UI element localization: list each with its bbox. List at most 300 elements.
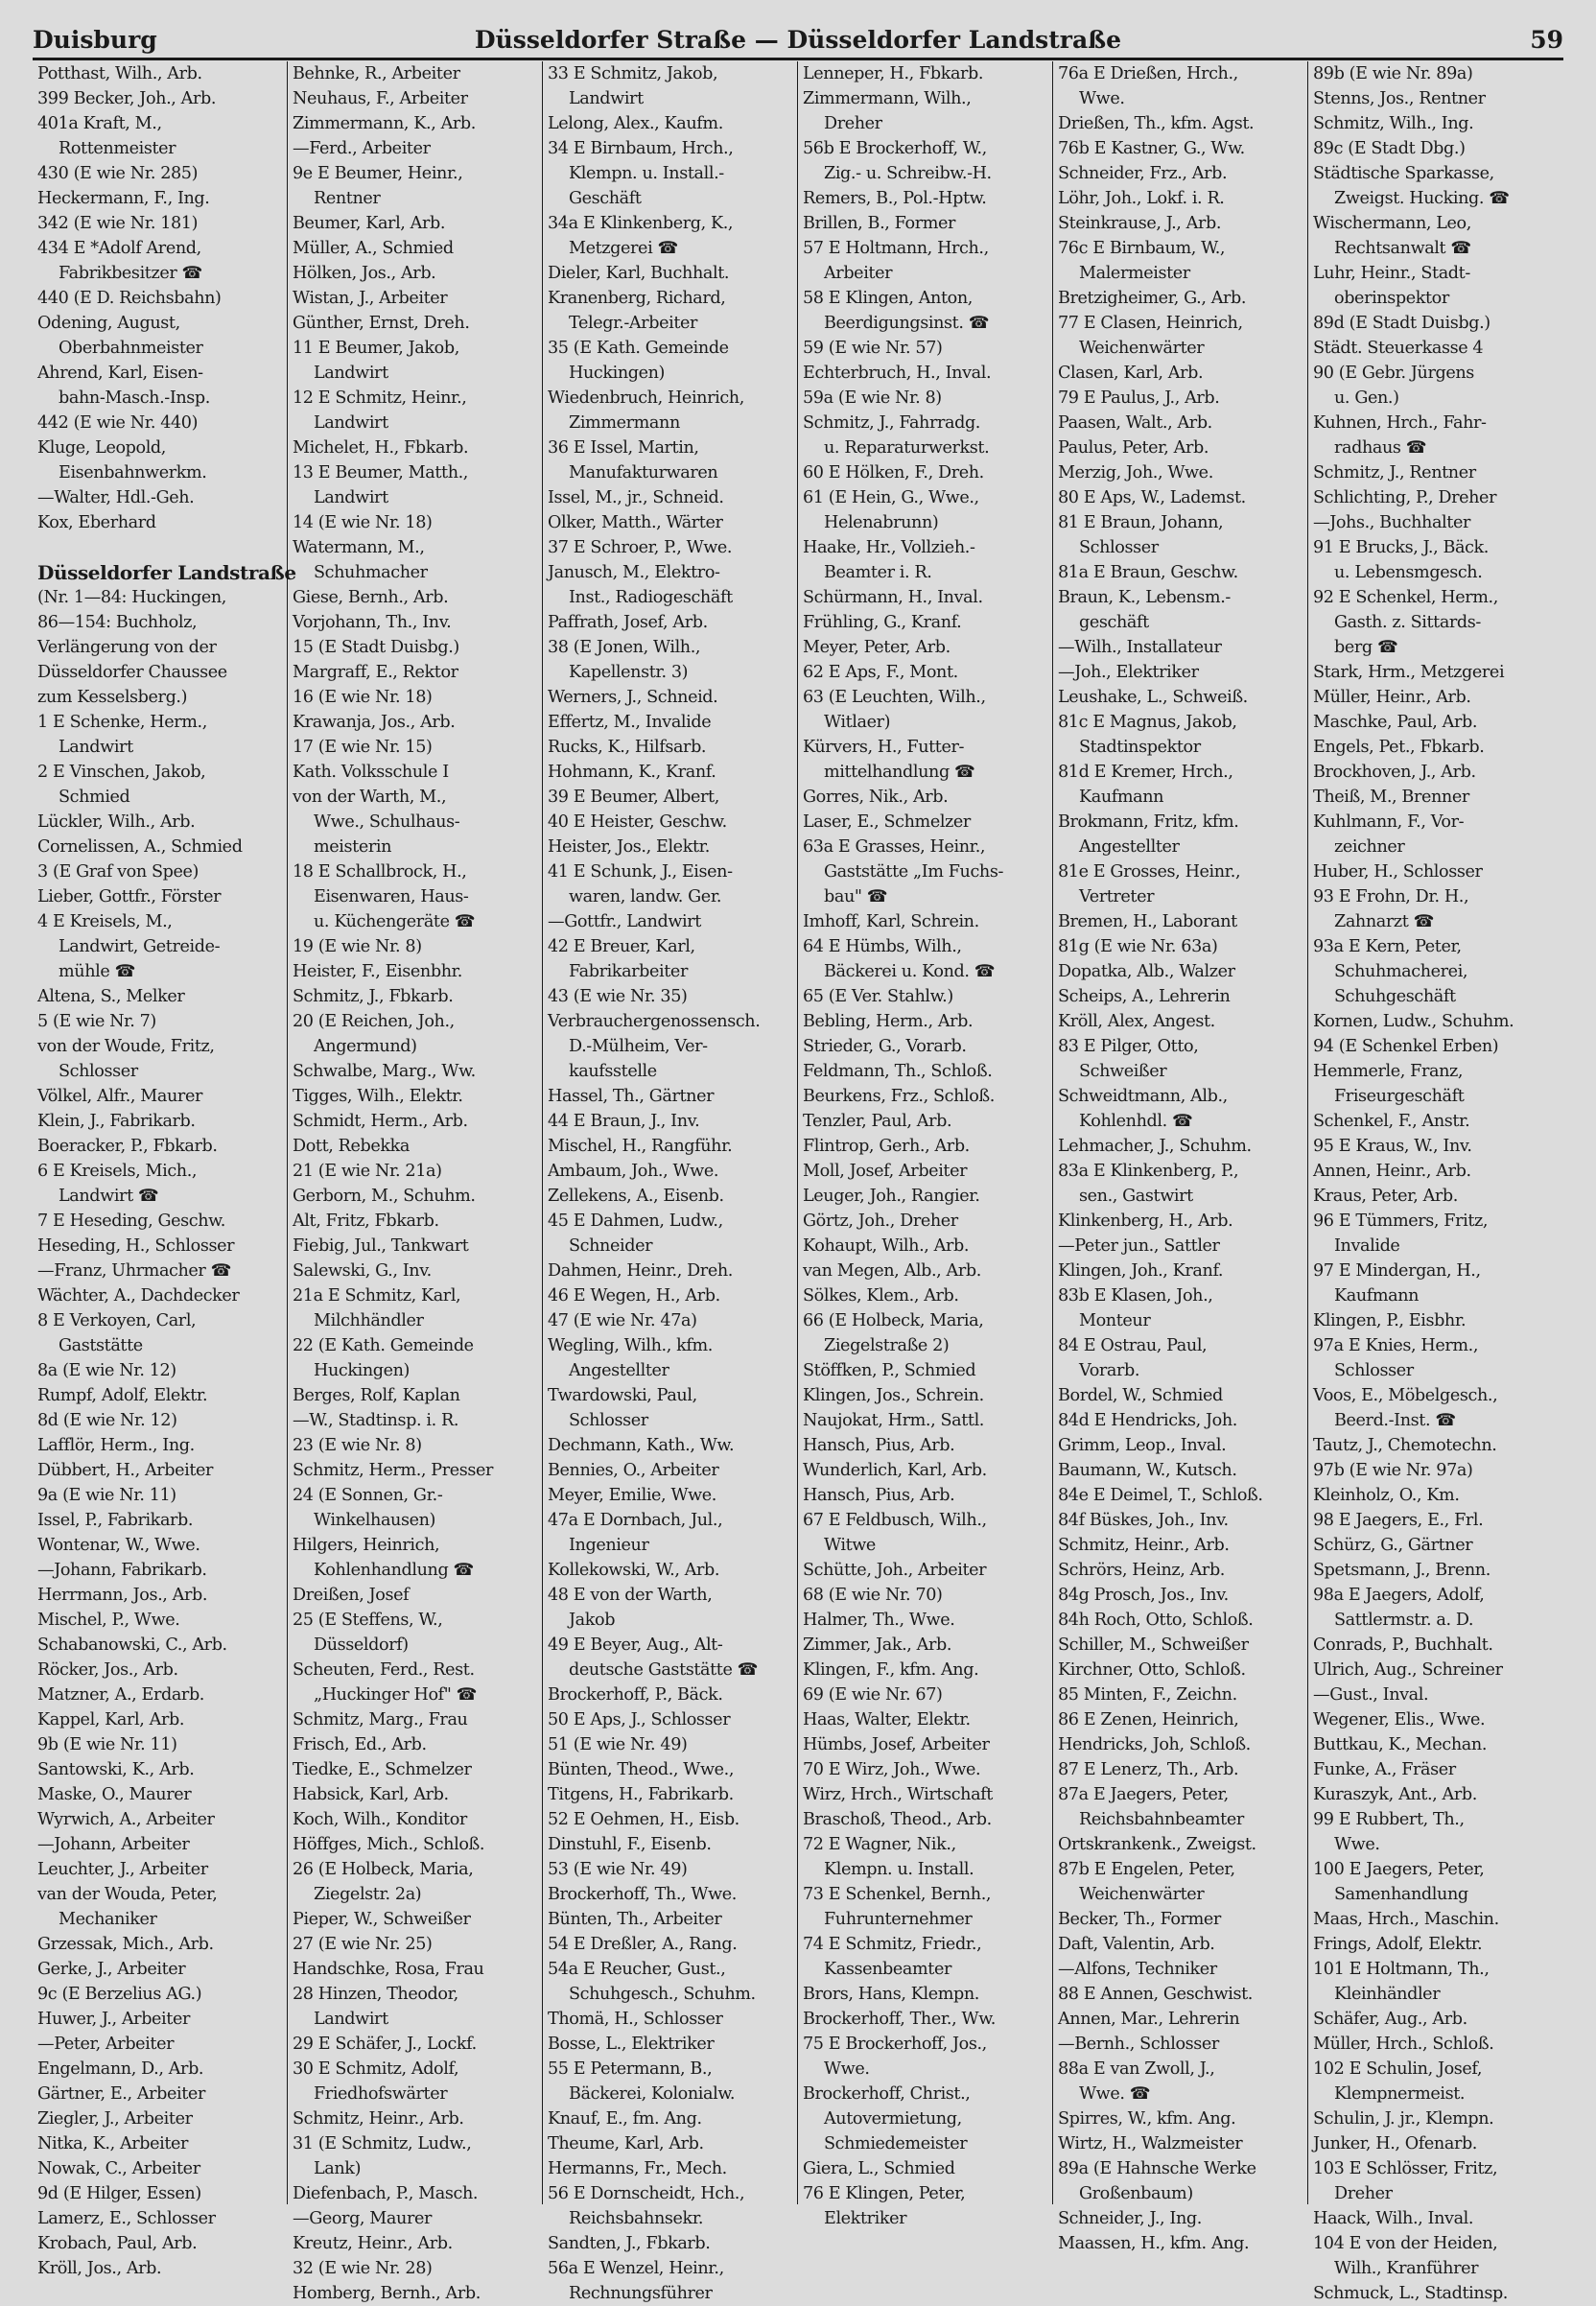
directory-line: Eisenbahnwerkm. xyxy=(59,463,207,482)
directory-line: Eisenwaren, Haus- xyxy=(314,887,469,906)
directory-line: Hilgers, Heinrich, xyxy=(293,1536,440,1555)
directory-line: Schabanowski, C., Arb. xyxy=(37,1635,227,1655)
directory-line: 55 E Petermann, B., xyxy=(548,2059,713,2079)
directory-line: Rechnungsführer xyxy=(569,2284,713,2303)
directory-line: Grimm, Leop., Inval. xyxy=(1058,1436,1227,1455)
directory-line: Manufakturwaren xyxy=(569,463,718,482)
directory-line: Geschäft xyxy=(569,189,642,208)
directory-line: Verbrauchergenossensch. xyxy=(548,1012,761,1031)
directory-line: Lehmacher, J., Schuhm. xyxy=(1058,1137,1252,1156)
directory-line: Röcker, Jos., Arb. xyxy=(37,1660,178,1680)
directory-line: 16 (E wie Nr. 18) xyxy=(293,688,433,707)
directory-line: Malermeister xyxy=(1079,264,1190,283)
directory-line: Klingen, Jos., Schrein. xyxy=(803,1386,984,1405)
directory-line: 91 E Brucks, J., Bäck. xyxy=(1313,538,1490,557)
directory-line: Fuhrunternehmer xyxy=(824,1910,973,1929)
directory-line: Merzig, Joh., Wwe. xyxy=(1058,463,1213,482)
directory-line: Echterbruch, H., Inval. xyxy=(803,364,992,383)
directory-line: Wiedenbruch, Heinrich, xyxy=(548,388,744,408)
directory-line: Landwirt xyxy=(314,413,388,433)
directory-line: —Joh., Elektriker xyxy=(1058,663,1199,682)
directory-line: Wischermann, Leo, xyxy=(1313,214,1471,233)
directory-line: Gaststätte „Im Fuchs- xyxy=(824,862,1004,882)
directory-line: Klingen, Joh., Kranf. xyxy=(1058,1261,1224,1281)
directory-line: 57 E Holtmann, Hrch., xyxy=(803,239,989,258)
directory-line: 434 E *Adolf Arend, xyxy=(37,239,201,258)
directory-line: Werners, J., Schneid. xyxy=(548,688,718,707)
directory-line: Krobach, Paul, Arb. xyxy=(37,2234,198,2253)
directory-line: Landwirt xyxy=(314,2010,388,2029)
directory-line: 28 Hinzen, Theodor, xyxy=(293,1985,458,2004)
directory-line: Huckingen) xyxy=(569,364,666,383)
directory-line: u. Gen.) xyxy=(1334,388,1399,408)
directory-line: Klempn. u. Install. xyxy=(824,1860,974,1879)
directory-line: Verlängerung von der xyxy=(37,638,217,657)
directory-line: Helenabrunn) xyxy=(824,513,939,532)
directory-line: 88a E van Zwoll, J., xyxy=(1058,2059,1215,2079)
directory-line: Kröll, Alex, Angest. xyxy=(1058,1012,1215,1031)
directory-line: Sattlermstr. a. D. xyxy=(1334,1611,1474,1630)
columns-container xyxy=(33,61,1563,2303)
directory-line: 69 (E wie Nr. 67) xyxy=(803,1685,943,1705)
directory-line: Schmuck, L., Stadtinsp. xyxy=(1313,2284,1508,2303)
directory-line: Clasen, Karl, Arb. xyxy=(1058,364,1204,383)
directory-line: Lieber, Gottfr., Förster xyxy=(37,887,222,906)
directory-line: 76c E Birnbaum, W., xyxy=(1058,239,1226,258)
directory-line: 84 E Ostrau, Paul, xyxy=(1058,1336,1208,1355)
directory-line: 43 (E wie Nr. 35) xyxy=(548,987,688,1006)
directory-line: Wwe. xyxy=(824,2059,870,2079)
directory-line: Bennies, O., Arbeiter xyxy=(548,1461,719,1480)
directory-line: Schlosser xyxy=(569,1411,648,1430)
directory-line: Wwe., Schulhaus- xyxy=(314,812,460,832)
directory-line: Wunderlich, Karl, Arb. xyxy=(803,1461,987,1480)
directory-line: 95 E Kraus, W., Inv. xyxy=(1313,1137,1472,1156)
directory-line: Kirchner, Otto, Schloß. xyxy=(1058,1660,1246,1680)
directory-line: Issel, P., Fabrikarb. xyxy=(37,1511,194,1530)
directory-line: 76a E Drießen, Hrch., xyxy=(1058,64,1238,83)
directory-line: 9b (E wie Nr. 11) xyxy=(37,1735,177,1754)
directory-line: Landwirt, Getreide- xyxy=(59,937,221,956)
directory-line: Michelet, H., Fbkarb. xyxy=(293,438,469,458)
directory-line: 74 E Schmitz, Friedr., xyxy=(803,1935,982,1954)
directory-line: Neuhaus, F., Arbeiter xyxy=(293,89,468,108)
directory-line: 93 E Frohn, Dr. H., xyxy=(1313,887,1469,906)
directory-line: 4 E Kreisels, M., xyxy=(37,912,173,931)
directory-line: Brillen, B., Former xyxy=(803,214,956,233)
directory-line: Nitka, K., Arbeiter xyxy=(37,2134,189,2153)
directory-line: Schmitz, Marg., Frau xyxy=(293,1710,468,1730)
directory-line: 401a Kraft, M., xyxy=(37,114,162,133)
directory-line: bahn-Masch.-Insp. xyxy=(59,388,210,408)
directory-line: Zimmermann xyxy=(569,413,680,433)
directory-line: Angestellter xyxy=(1079,837,1180,857)
directory-line: 32 (E wie Nr. 28) xyxy=(293,2259,433,2278)
directory-line: 104 E von der Heiden, xyxy=(1313,2234,1498,2253)
directory-line: Kreutz, Heinr., Arb. xyxy=(293,2234,453,2253)
directory-line: —Wilh., Installateur xyxy=(1058,638,1222,657)
directory-line: Funke, A., Fräser xyxy=(1313,1760,1456,1779)
directory-line: 44 E Braun, J., Inv. xyxy=(548,1112,700,1131)
directory-line: Fabrikarbeiter xyxy=(569,962,688,981)
directory-line: 84e E Deimel, T., Schloß. xyxy=(1058,1486,1263,1505)
directory-line: Lückler, Wilh., Arb. xyxy=(37,812,196,832)
directory-line: Altena, S., Melker xyxy=(37,987,185,1006)
directory-line: Ulrich, Aug., Schreiner xyxy=(1313,1660,1503,1680)
directory-line: 61 (E Hein, G., Wwe., xyxy=(803,488,979,507)
directory-line: Ingenieur xyxy=(569,1536,649,1555)
directory-line: von der Woude, Fritz, xyxy=(37,1037,215,1056)
directory-line: 84f Büskes, Joh., Inv. xyxy=(1058,1511,1229,1530)
directory-line: 5 (E wie Nr. 7) xyxy=(37,1012,156,1031)
directory-line: 14 (E wie Nr. 18) xyxy=(293,513,433,532)
directory-line: Twardowski, Paul, xyxy=(548,1386,697,1405)
directory-line: Paasen, Walt., Arb. xyxy=(1058,413,1212,433)
directory-line: Kapellenstr. 3) xyxy=(569,663,689,682)
directory-line: Bünten, Theod., Wwe., xyxy=(548,1760,735,1779)
directory-line: Santowski, K., Arb. xyxy=(37,1760,195,1779)
directory-line: Angestellter xyxy=(569,1361,669,1380)
directory-line: Monteur xyxy=(1079,1311,1151,1330)
directory-line: 20 (E Reichen, Joh., xyxy=(293,1012,455,1031)
directory-line: 24 (E Sonnen, Gr.- xyxy=(293,1486,443,1505)
directory-line: Winkelhausen) xyxy=(314,1511,436,1530)
directory-line: Cornelissen, A., Schmied xyxy=(37,837,243,857)
directory-line: Hendricks, Joh, Schloß. xyxy=(1058,1735,1251,1754)
directory-line: Schmitz, J., Fahrradg. xyxy=(803,413,980,433)
directory-line: Bordel, W., Schmied xyxy=(1058,1386,1223,1405)
directory-line: 84g Prosch, Jos., Inv. xyxy=(1058,1586,1229,1605)
directory-line: 47 (E wie Nr. 47a) xyxy=(548,1311,697,1330)
directory-line: van Megen, Alb., Arb. xyxy=(803,1261,981,1281)
directory-line: 101 E Holtmann, Th., xyxy=(1313,1960,1490,1979)
directory-line: Schlosser xyxy=(1334,1361,1414,1380)
directory-line: Friseurgeschäft xyxy=(1334,1087,1465,1106)
directory-line: sen., Gastwirt xyxy=(1079,1187,1193,1206)
directory-line: Maske, O., Maurer xyxy=(37,1785,192,1804)
directory-line: Schlosser xyxy=(59,1062,138,1081)
directory-line: Halmer, Th., Wwe. xyxy=(803,1611,955,1630)
directory-line: oberinspektor xyxy=(1334,289,1449,308)
directory-line: 53 (E wie Nr. 49) xyxy=(548,1860,688,1879)
directory-line: deutsche Gaststätte ☎ xyxy=(569,1660,759,1680)
directory-line: Margraff, E., Rektor xyxy=(293,663,458,682)
directory-line: Luhr, Heinr., Stadt- xyxy=(1313,264,1470,283)
directory-line: 65 (E Ver. Stahlw.) xyxy=(803,987,953,1006)
directory-line: Schütte, Joh., Arbeiter xyxy=(803,1561,987,1580)
street-range-title: Düsseldorfer Straße — Düsseldorfer Landstraße xyxy=(474,26,1122,54)
directory-line: 97 E Mindergan, H., xyxy=(1313,1261,1481,1281)
directory-line: 89b (E wie Nr. 89a) xyxy=(1313,64,1473,83)
directory-line: 80 E Aps, W., Lademst. xyxy=(1058,488,1246,507)
directory-line: Lank) xyxy=(314,2159,362,2178)
directory-line: Zellekens, A., Eisenb. xyxy=(548,1187,724,1206)
directory-line: 102 E Schulin, Josef, xyxy=(1313,2059,1483,2079)
directory-line: Beamter i. R. xyxy=(824,563,932,582)
directory-line: 49 E Beyer, Aug., Alt- xyxy=(548,1635,723,1655)
directory-line: 27 (E wie Nr. 25) xyxy=(293,1935,433,1954)
directory-line: Landwirt xyxy=(569,89,644,108)
directory-line: Ortskrankenk., Zweigst. xyxy=(1058,1835,1256,1854)
directory-line: meisterin xyxy=(314,837,392,857)
directory-line: Huwer, J., Arbeiter xyxy=(37,2010,190,2029)
directory-line: 86 E Zenen, Heinrich, xyxy=(1058,1710,1239,1730)
directory-line: Heckermann, F., Ing. xyxy=(37,189,210,208)
directory-line: Schürz, G., Gärtner xyxy=(1313,1536,1473,1555)
directory-line: 83b E Klasen, Joh., xyxy=(1058,1286,1213,1306)
directory-line: Kohaupt, Wilh., Arb. xyxy=(803,1236,970,1256)
directory-line: Conrads, P., Buchhalt. xyxy=(1313,1635,1493,1655)
directory-line: —Johann, Fabrikarb. xyxy=(37,1561,207,1580)
directory-line: kaufsstelle xyxy=(569,1062,657,1081)
directory-line: 11 E Beumer, Jakob, xyxy=(293,339,459,358)
directory-line: u. Küchengeräte ☎ xyxy=(314,912,476,931)
directory-line: 48 E von der Warth, xyxy=(548,1586,713,1605)
directory-line: Junker, H., Ofenarb. xyxy=(1313,2134,1478,2153)
directory-line: Brockerhoff, P., Bäck. xyxy=(548,1685,723,1705)
directory-line: Homberg, Bernh., Arb. xyxy=(293,2284,481,2303)
directory-line: Witwe xyxy=(824,1536,876,1555)
directory-line: Mechaniker xyxy=(59,1910,157,1929)
directory-line: 84h Roch, Otto, Schloß. xyxy=(1058,1611,1254,1630)
directory-line: Becker, Th., Former xyxy=(1058,1910,1221,1929)
directory-line: 19 (E wie Nr. 8) xyxy=(293,937,422,956)
directory-line: Schmitz, Wilh., Ing. xyxy=(1313,114,1474,133)
directory-line: 50 E Aps, J., Schlosser xyxy=(548,1710,731,1730)
directory-line: Kollekowski, W., Arb. xyxy=(548,1561,720,1580)
directory-line: 85 Minten, F., Zeichn. xyxy=(1058,1685,1237,1705)
directory-line: 23 (E wie Nr. 8) xyxy=(293,1436,422,1455)
directory-line: 56b E Brockerhoff, W., xyxy=(803,139,987,158)
directory-line: Huber, H., Schlosser xyxy=(1313,862,1483,882)
directory-line: Schmitz, Heinr., Arb. xyxy=(293,2109,464,2129)
directory-line: Städt. Steuerkasse 4 xyxy=(1313,339,1484,358)
directory-line: Höffges, Mich., Schloß. xyxy=(293,1835,485,1854)
directory-line: 103 E Schlösser, Fritz, xyxy=(1313,2159,1498,2178)
directory-line: Giera, L., Schmied xyxy=(803,2159,955,2178)
directory-line: Bebling, Herm., Arb. xyxy=(803,1012,974,1031)
directory-line: —Gottfr., Landwirt xyxy=(548,912,701,931)
directory-line: Lafflör, Herm., Ing. xyxy=(37,1436,195,1455)
directory-line: —Peter jun., Sattler xyxy=(1058,1236,1220,1256)
directory-line: Stenns, Jos., Rentner xyxy=(1313,89,1486,108)
directory-line: Zimmermann, K., Arb. xyxy=(293,114,476,133)
directory-line: Wegener, Elis., Wwe. xyxy=(1313,1710,1486,1730)
directory-line: Wilh., Kranführer xyxy=(1334,2259,1479,2278)
directory-line: Reichsbahnbeamter xyxy=(1079,1810,1244,1829)
directory-line: Kuhlmann, F., Vor- xyxy=(1313,812,1465,832)
directory-line: 59a (E wie Nr. 8) xyxy=(803,388,942,408)
directory-line: 89c (E Stadt Dbg.) xyxy=(1313,139,1466,158)
directory-line: 72 E Wagner, Nik., xyxy=(803,1835,956,1854)
directory-line: Giese, Bernh., Arb. xyxy=(293,588,449,607)
page-header xyxy=(33,19,1563,60)
directory-line: zum Kesselsberg.) xyxy=(37,688,188,707)
directory-line: Brockerhoff, Th., Wwe. xyxy=(548,1885,737,1904)
directory-line: Wächter, A., Dachdecker xyxy=(37,1286,240,1306)
directory-line: Schwalbe, Marg., Ww. xyxy=(293,1062,476,1081)
directory-line: Remers, B., Pol.-Hptw. xyxy=(803,189,987,208)
directory-line: 22 (E Kath. Gemeinde xyxy=(293,1336,474,1355)
directory-line: Stark, Hrm., Metzgerei xyxy=(1313,663,1505,682)
directory-line: Watermann, M., xyxy=(293,538,425,557)
directory-line: Bremen, H., Laborant xyxy=(1058,912,1237,931)
directory-line: Ziegelstr. 2a) xyxy=(314,1885,422,1904)
directory-line: Klempn. u. Install.- xyxy=(569,164,724,183)
directory-line: Düsseldorf) xyxy=(314,1635,409,1655)
directory-line: Beumer, Karl, Arb. xyxy=(293,214,446,233)
directory-line: Paulus, Peter, Arb. xyxy=(1058,438,1209,458)
directory-line: Hemmerle, Franz, xyxy=(1313,1062,1464,1081)
directory-line: Gerke, J., Arbeiter xyxy=(37,1960,186,1979)
directory-line: Telegr.-Arbeiter xyxy=(569,314,698,333)
directory-line: 8a (E wie Nr. 12) xyxy=(37,1361,176,1380)
directory-line: Schlichting, P., Dreher xyxy=(1313,488,1497,507)
directory-line: radhaus ☎ xyxy=(1334,438,1427,458)
directory-line: Günther, Ernst, Dreh. xyxy=(293,314,470,333)
directory-line: 66 (E Holbeck, Maria, xyxy=(803,1311,984,1330)
directory-line: Meyer, Emilie, Wwe. xyxy=(548,1486,716,1505)
directory-line: Dübbert, H., Arbeiter xyxy=(37,1461,214,1480)
directory-line: Schuhgeschäft xyxy=(1334,987,1456,1006)
directory-line: Kath. Volksschule I xyxy=(293,763,449,782)
directory-line: Rucks, K., Hilfsarb. xyxy=(548,738,707,757)
directory-line: 97a E Knies, Herm., xyxy=(1313,1336,1479,1355)
directory-line: Behnke, R., Arbeiter xyxy=(293,64,460,83)
directory-line: Bünten, Th., Arbeiter xyxy=(548,1910,722,1929)
directory-line: Sandten, J., Fbkarb. xyxy=(548,2234,711,2253)
directory-line: Laser, E., Schmelzer xyxy=(803,812,971,832)
directory-line: 83 E Pilger, Otto, xyxy=(1058,1037,1199,1056)
directory-line: Koch, Wilh., Konditor xyxy=(293,1810,467,1829)
directory-line: Beurkens, Frz., Schloß. xyxy=(803,1087,995,1106)
directory-line: 41 E Schunk, J., Eisen- xyxy=(548,862,733,882)
directory-line: Spirres, W., kfm. Ang. xyxy=(1058,2109,1236,2129)
directory-line: D.-Mülheim, Ver- xyxy=(569,1037,708,1056)
directory-line: bau" ☎ xyxy=(824,887,888,906)
directory-line: Zahnarzt ☎ xyxy=(1334,912,1435,931)
directory-line: Schäfer, Aug., Arb. xyxy=(1313,2010,1467,2029)
directory-line: Wontenar, W., Wwe. xyxy=(37,1536,200,1555)
directory-line: 33 E Schmitz, Jakob, xyxy=(548,64,718,83)
directory-line: Metzgerei ☎ xyxy=(569,239,678,258)
directory-line: Tigges, Wilh., Elektr. xyxy=(293,1087,463,1106)
directory-line: Düsseldorfer Chaussee xyxy=(37,663,227,682)
directory-line: 42 E Breuer, Karl, xyxy=(548,937,695,956)
directory-line: —Franz, Uhrmacher ☎ xyxy=(37,1261,232,1281)
directory-line: Brokmann, Fritz, kfm. xyxy=(1058,812,1239,832)
directory-line: —Ferd., Arbeiter xyxy=(293,139,431,158)
directory-line: Janusch, M., Elektro- xyxy=(548,563,720,582)
directory-line: Mischel, H., Rangführ. xyxy=(548,1137,733,1156)
directory-line: Schuhmacher xyxy=(314,563,428,582)
directory-line: 56 E Dornscheidt, Hch., xyxy=(548,2184,745,2203)
directory-line: 21 (E wie Nr. 21a) xyxy=(293,1162,442,1181)
directory-line: Weichenwärter xyxy=(1079,339,1205,358)
directory-line: Görtz, Joh., Dreher xyxy=(803,1212,958,1231)
directory-line: „Huckinger Hof" ☎ xyxy=(314,1685,478,1705)
directory-line: Huckingen) xyxy=(314,1361,411,1380)
directory-line: 81d E Kremer, Hrch., xyxy=(1058,763,1233,782)
directory-line: Wwe. xyxy=(1079,89,1125,108)
directory-line: Schrörs, Heinz, Arb. xyxy=(1058,1561,1226,1580)
directory-line: 9c (E Berzelius AG.) xyxy=(37,1985,202,2004)
directory-line: Großenbaum) xyxy=(1079,2184,1193,2203)
directory-line: Brockerhoff, Christ., xyxy=(803,2084,971,2104)
directory-line: Reichsbahnsekr. xyxy=(569,2209,704,2228)
directory-line: Stadtinspektor xyxy=(1079,738,1201,757)
directory-line: geschäft xyxy=(1079,613,1149,632)
directory-line: 56a E Wenzel, Heinr., xyxy=(548,2259,724,2278)
directory-line: Baumann, W., Kutsch. xyxy=(1058,1461,1237,1480)
directory-line: Dreißen, Josef xyxy=(293,1586,410,1605)
directory-line: Leuchter, J., Arbeiter xyxy=(37,1860,208,1879)
directory-line: 7 E Heseding, Geschw. xyxy=(37,1212,225,1231)
directory-line: Alt, Fritz, Fbkarb. xyxy=(293,1212,439,1231)
directory-line: Schmidt, Herm., Arb. xyxy=(293,1112,468,1131)
section-heading: Düsseldorfer Landstraße xyxy=(37,561,296,584)
directory-line: 63 (E Leuchten, Wilh., xyxy=(803,688,986,707)
directory-line: Ziegelstraße 2) xyxy=(824,1336,950,1355)
directory-line: (Nr. 1—84: Huckingen, xyxy=(37,588,226,607)
directory-line: Bosse, L., Elektriker xyxy=(548,2035,715,2054)
directory-line: Vorarb. xyxy=(1079,1361,1140,1380)
directory-line: Schmied xyxy=(59,788,130,807)
directory-line: Friedhofswärter xyxy=(314,2084,448,2104)
directory-line: 2 E Vinschen, Jakob, xyxy=(37,763,206,782)
directory-line: Olker, Matth., Wärter xyxy=(548,513,723,532)
column-6 xyxy=(1308,61,1563,2303)
directory-line: Engelmann, D., Arb. xyxy=(37,2059,204,2079)
directory-line: Braun, K., Lebensm.- xyxy=(1058,588,1231,607)
directory-line: Nowak, C., Arbeiter xyxy=(37,2159,200,2178)
directory-line: Müller, Heinr., Arb. xyxy=(1313,688,1471,707)
directory-line: Heseding, H., Schlosser xyxy=(37,1236,235,1256)
directory-line: 93a E Kern, Peter, xyxy=(1313,937,1462,956)
directory-line: Landwirt xyxy=(59,738,133,757)
directory-line: 17 (E wie Nr. 15) xyxy=(293,738,433,757)
directory-line: Krawanja, Jos., Arb. xyxy=(293,713,456,732)
directory-line: —Walter, Hdl.-Geh. xyxy=(37,488,195,507)
directory-line: Fiebig, Jul., Tankwart xyxy=(293,1236,469,1256)
directory-line: Klingen, P., Eisbhr. xyxy=(1313,1311,1467,1330)
directory-line: —Johs., Buchhalter xyxy=(1313,513,1470,532)
directory-line: Landwirt ☎ xyxy=(59,1187,159,1206)
directory-line: Invalide xyxy=(1334,1236,1400,1256)
directory-line: Gasth. z. Sittards- xyxy=(1334,613,1481,632)
directory-line: 75 E Brockerhoff, Jos., xyxy=(803,2035,987,2054)
directory-line: Gaststätte xyxy=(59,1336,143,1355)
directory-line: 21a E Schmitz, Karl, xyxy=(293,1286,461,1306)
directory-line: Witlaer) xyxy=(824,713,891,732)
directory-line: Frisch, Ed., Arb. xyxy=(293,1735,427,1754)
directory-line: Kuraszyk, Ant., Arb. xyxy=(1313,1785,1477,1804)
directory-line: 51 (E wie Nr. 49) xyxy=(548,1735,688,1754)
directory-line: Beerd.-Inst. ☎ xyxy=(1334,1411,1456,1430)
directory-line: 342 (E wie Nr. 181) xyxy=(37,214,199,233)
directory-line: 81a E Braun, Geschw. xyxy=(1058,563,1238,582)
directory-line: 92 E Schenkel, Herm., xyxy=(1313,588,1498,607)
directory-line: Kleinholz, O., Km. xyxy=(1313,1486,1460,1505)
directory-line: Feldmann, Th., Schloß. xyxy=(803,1062,993,1081)
directory-line: 34 E Birnbaum, Hrch., xyxy=(548,139,734,158)
directory-line: Hümbs, Josef, Arbeiter xyxy=(803,1735,990,1754)
directory-line: Bäckerei, Kolonialw. xyxy=(569,2084,736,2104)
directory-line: Hansch, Pius, Arb. xyxy=(803,1486,955,1505)
directory-line: 96 E Tümmers, Fritz, xyxy=(1313,1212,1489,1231)
directory-line: Hermanns, Fr., Mech. xyxy=(548,2159,727,2178)
directory-line: 81 E Braun, Johann, xyxy=(1058,513,1224,532)
